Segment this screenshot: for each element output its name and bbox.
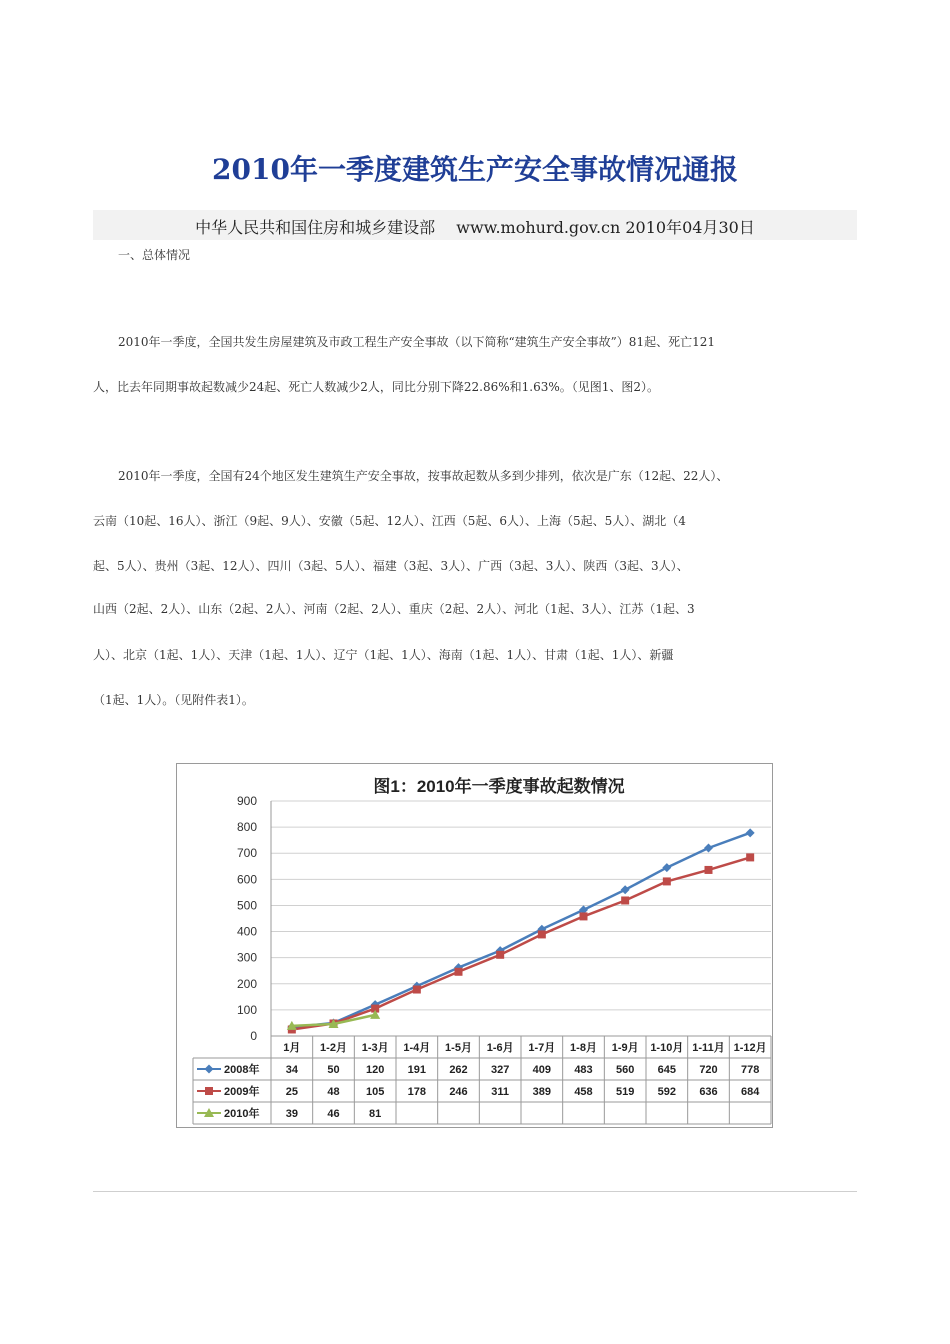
x-category-label: 1-9月 xyxy=(611,1042,639,1054)
x-category-label: 1-4月 xyxy=(403,1042,431,1054)
table-value: 636 xyxy=(699,1086,718,1098)
data-point xyxy=(496,951,504,959)
table-value: 262 xyxy=(449,1064,468,1076)
x-category-label: 1-12月 xyxy=(733,1042,767,1054)
source-date-bar xyxy=(93,210,857,240)
table-value: 246 xyxy=(449,1086,468,1098)
data-point xyxy=(663,877,671,885)
x-category-label: 1-5月 xyxy=(445,1042,472,1054)
table-value: 519 xyxy=(615,1086,635,1098)
paragraph-line: 2010年一季度，全国共发生房屋建筑及市政工程生产安全事故（以下简称“建筑生产安全事故”）81起、死亡121 xyxy=(118,335,715,349)
table-value: 720 xyxy=(699,1064,718,1076)
series-line-0 xyxy=(292,833,750,1027)
table-value: 46 xyxy=(327,1108,340,1120)
section-heading: 一、总体情况 xyxy=(118,248,191,262)
page-title: 2010年一季度建筑生产安全事故情况通报 xyxy=(212,153,738,186)
x-category-label: 1-10月 xyxy=(650,1042,684,1054)
legend-label: 2009年 xyxy=(224,1086,260,1098)
table-value: 409 xyxy=(532,1064,552,1076)
paragraph-line: 山西（2起、2人）、山东（2起、2人）、河南（2起、2人）、重庆（2起、2人）、河北（1起、3人）、江苏（1起、3 xyxy=(93,602,695,616)
y-tick-label: 0 xyxy=(250,1029,257,1043)
x-category-label: 1-6月 xyxy=(486,1042,514,1054)
chart-svg xyxy=(177,764,772,1127)
table-value: 178 xyxy=(407,1086,427,1098)
data-point xyxy=(580,912,588,920)
table-value: 191 xyxy=(407,1064,427,1076)
table-value: 34 xyxy=(285,1064,298,1076)
y-tick-label: 200 xyxy=(236,976,257,991)
y-tick-label: 800 xyxy=(236,820,257,835)
y-tick-label: 100 xyxy=(236,1002,257,1017)
source-date-text: 中华人民共和国住房和城乡建设部 www.mohurd.gov.cn 2010年04月30日 xyxy=(195,218,755,237)
legend-label: 2010年 xyxy=(224,1108,260,1120)
footer-divider xyxy=(93,1191,857,1192)
legend-key-marker xyxy=(205,1087,213,1095)
table-value: 327 xyxy=(490,1064,510,1076)
x-category-label: 1-11月 xyxy=(692,1042,725,1054)
table-value: 311 xyxy=(491,1086,510,1098)
data-point xyxy=(538,930,546,938)
data-point xyxy=(704,844,713,853)
paragraph-line: 起、5人）、贵州（3起、12人）、四川（3起、5人）、福建（3起、3人）、广西（3起、3人）、陕西（3起、3人）、 xyxy=(93,559,689,573)
x-category-label: 1-8月 xyxy=(570,1042,597,1054)
table-value: 389 xyxy=(532,1086,552,1098)
x-category-label: 1-7月 xyxy=(528,1042,556,1054)
data-point xyxy=(455,968,463,976)
table-value: 560 xyxy=(615,1064,635,1076)
series-line-1 xyxy=(292,857,750,1029)
table-value: 105 xyxy=(365,1086,385,1098)
y-tick-label: 400 xyxy=(236,924,257,939)
data-point xyxy=(621,896,629,904)
table-value: 48 xyxy=(327,1086,340,1098)
x-category-label: 1月 xyxy=(283,1042,301,1054)
data-point xyxy=(746,828,755,837)
table-value: 81 xyxy=(369,1108,382,1120)
paragraph-line: 人）、北京（1起、1人）、天津（1起、1人）、辽宁（1起、1人）、海南（1起、1人）、甘肃（1起、1人）、新疆 xyxy=(93,648,674,662)
paragraph-line: （1起、1人）。（见附件表1）。 xyxy=(93,693,254,707)
legend-key-marker xyxy=(205,1065,214,1074)
table-value: 592 xyxy=(657,1086,677,1098)
y-tick-label: 900 xyxy=(236,794,257,808)
legend-label: 2008年 xyxy=(224,1064,260,1076)
x-category-label: 1-2月 xyxy=(320,1042,347,1054)
table-value: 120 xyxy=(365,1064,385,1076)
data-point xyxy=(662,863,671,872)
table-value: 39 xyxy=(285,1108,298,1120)
table-value: 778 xyxy=(740,1064,760,1076)
data-point xyxy=(621,885,630,894)
table-value: 458 xyxy=(574,1086,593,1098)
paragraph-line: 人，比去年同期事故起数减少24起、死亡人数减少2人，同比分别下降22.86%和1.63%。（见图1、图2）。 xyxy=(93,380,660,394)
data-point xyxy=(413,986,421,994)
table-value: 25 xyxy=(285,1086,298,1098)
y-tick-label: 700 xyxy=(236,846,257,861)
paragraph-line: 2010年一季度，全国有24个地区发生建筑生产安全事故，按事故起数从多到少排列，依次是广东（12起、22人）、 xyxy=(118,469,729,483)
y-tick-label: 500 xyxy=(236,898,257,913)
x-category-label: 1-3月 xyxy=(361,1042,389,1054)
data-point xyxy=(746,853,754,861)
table-value: 684 xyxy=(740,1086,760,1098)
paragraph-line: 云南（10起、16人）、浙江（9起、9人）、安徽（5起、12人）、江西（5起、6人）、上海（5起、5人）、湖北（4 xyxy=(93,514,686,528)
data-point xyxy=(705,866,713,874)
y-tick-label: 300 xyxy=(236,950,257,965)
table-value: 645 xyxy=(657,1064,677,1076)
table-value: 50 xyxy=(327,1064,340,1076)
y-tick-label: 600 xyxy=(236,872,257,887)
table-value: 483 xyxy=(574,1064,593,1076)
chart-title: 图1：2010年一季度事故起数情况 xyxy=(373,777,625,796)
accident-count-chart xyxy=(176,763,773,1128)
